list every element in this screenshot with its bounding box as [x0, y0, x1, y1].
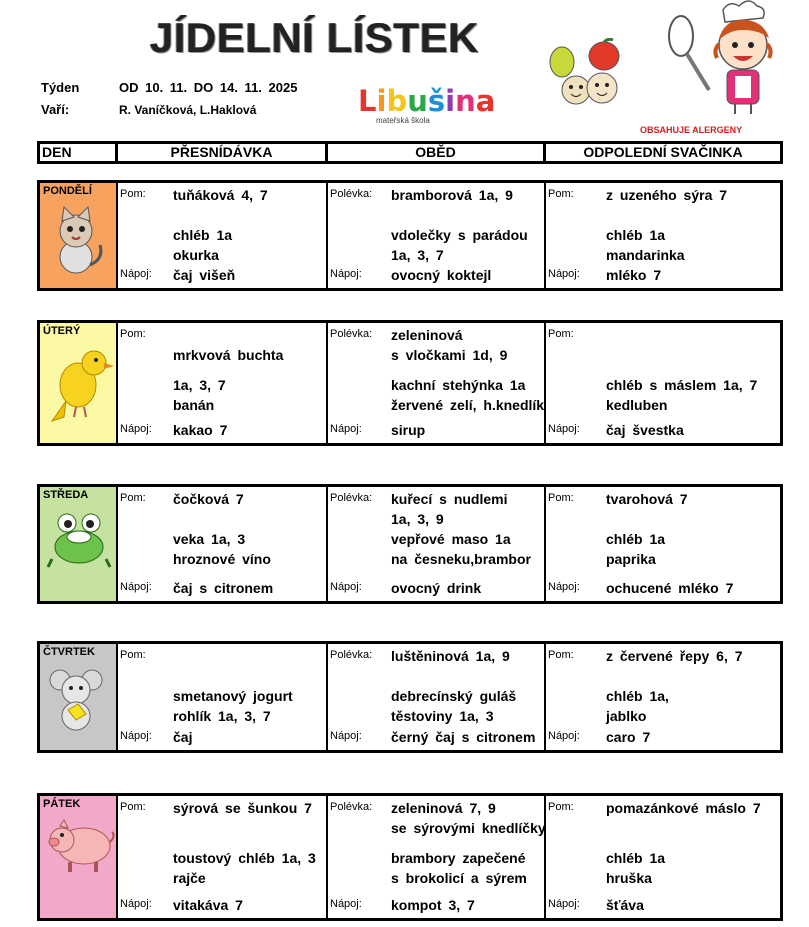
- day-name: PÁTEK: [43, 798, 81, 810]
- col-header-den: DEN: [40, 144, 118, 161]
- brand-letter: i: [445, 84, 456, 118]
- food-item: kuřecí s nudlemi: [391, 491, 508, 507]
- food-item: brambory zapečené: [391, 850, 526, 866]
- food-item: bramborová 1a, 9: [391, 187, 513, 203]
- pom-label: Pom:: [120, 649, 146, 661]
- food-item: mandarinka: [606, 247, 685, 263]
- polevka-label: Polévka:: [330, 801, 373, 813]
- day-block: [37, 641, 783, 753]
- food-item: s brokolicí a sýrem: [391, 870, 527, 886]
- food-item: rohlík 1a, 3, 7: [173, 708, 271, 724]
- pom-label: Pom:: [120, 801, 146, 813]
- drink-item: čaj švestka: [606, 422, 684, 438]
- menu-cell-lunch: [328, 487, 546, 601]
- food-item: mrkvová buchta: [173, 347, 284, 363]
- menu-cell-lunch: [328, 644, 546, 750]
- food-item: vepřové maso 1a: [391, 531, 511, 547]
- day-block: [37, 320, 783, 446]
- col-header-lunch: OBĚD: [328, 144, 546, 161]
- col-header-snack-am: PŘESNÍDÁVKA: [118, 144, 328, 161]
- food-item: rajče: [173, 870, 206, 886]
- menu-cell-lunch: [328, 183, 546, 288]
- day-block: [37, 793, 783, 921]
- pom-label: Pom:: [548, 492, 574, 504]
- day-cell: [40, 644, 118, 750]
- brand-subtitle: mateřská škola: [376, 116, 430, 125]
- brand-letter: b: [386, 84, 408, 118]
- day-block: [37, 180, 783, 291]
- brand-letter: a: [475, 84, 496, 118]
- menu-cell-lunch: [328, 323, 546, 443]
- drink-item: čaj s citronem: [173, 580, 274, 596]
- brand-letter: i: [376, 84, 387, 118]
- food-item: jablko: [606, 708, 647, 724]
- menu-cell-snack-pm: [546, 644, 780, 750]
- brand-logo: [358, 84, 495, 118]
- fruit-characters-icon: [540, 38, 630, 110]
- day-block: [37, 484, 783, 604]
- napoj-label: Nápoj:: [120, 730, 152, 742]
- food-item: z uzeného sýra 7: [606, 187, 728, 203]
- menu-cell-snack-am: [118, 183, 328, 288]
- food-item: okurka: [173, 247, 219, 263]
- food-item: zeleninová: [391, 327, 463, 343]
- drink-item: kompot 3, 7: [391, 897, 475, 913]
- drink-item: caro 7: [606, 729, 651, 745]
- menu-cell-snack-pm: [546, 796, 780, 918]
- food-item: 1a, 3, 7: [173, 377, 226, 393]
- drink-item: vitakáva 7: [173, 897, 243, 913]
- polevka-label: Polévka:: [330, 328, 373, 340]
- drink-item: kakao 7: [173, 422, 228, 438]
- food-item: chléb 1a,: [606, 688, 669, 704]
- food-item: tvarohová 7: [606, 491, 688, 507]
- food-item: 1a, 3, 7: [391, 247, 444, 263]
- day-cell: [40, 323, 118, 443]
- day-cell: [40, 796, 118, 918]
- food-item: chléb 1a: [606, 227, 666, 243]
- week-label: Týden: [41, 80, 80, 95]
- napoj-label: Nápoj:: [120, 581, 152, 593]
- napoj-label: Nápoj:: [330, 730, 362, 742]
- napoj-label: Nápoj:: [330, 268, 362, 280]
- napoj-label: Nápoj:: [548, 581, 580, 593]
- day-name: STŘEDA: [43, 489, 89, 501]
- pom-label: Pom:: [548, 188, 574, 200]
- napoj-label: Nápoj:: [548, 730, 580, 742]
- food-item: pomazánkové máslo 7: [606, 800, 761, 816]
- canary-icon: [46, 345, 116, 429]
- food-item: smetanový jogurt: [173, 688, 293, 704]
- food-item: chléb 1a: [606, 850, 666, 866]
- food-item: těstoviny 1a, 3: [391, 708, 494, 724]
- food-item: žervené zelí, h.knedlík: [391, 397, 545, 413]
- day-name: PONDĚLÍ: [43, 185, 92, 197]
- pom-label: Pom:: [548, 801, 574, 813]
- food-item: čočková 7: [173, 491, 244, 507]
- napoj-label: Nápoj:: [548, 898, 580, 910]
- pom-label: Pom:: [548, 328, 574, 340]
- food-item: kachní stehýnka 1a: [391, 377, 526, 393]
- drink-item: ovocný drink: [391, 580, 482, 596]
- napoj-label: Nápoj:: [330, 423, 362, 435]
- menu-cell-snack-pm: [546, 323, 780, 443]
- food-item: se sýrovými knedlíčky: [391, 820, 546, 836]
- page-title: JÍDELNÍ LÍSTEK: [150, 14, 480, 61]
- polevka-label: Polévka:: [330, 649, 373, 661]
- day-name: ÚTERÝ: [43, 325, 81, 337]
- menu-cell-lunch: [328, 796, 546, 918]
- napoj-label: Nápoj:: [548, 423, 580, 435]
- drink-item: čaj višeň: [173, 267, 236, 283]
- food-item: z červené řepy 6, 7: [606, 648, 743, 664]
- food-item: zeleninová 7, 9: [391, 800, 496, 816]
- col-header-snack-pm: ODPOLEDNÍ SVAČINKA: [583, 144, 743, 160]
- mouse-icon: [46, 666, 108, 740]
- brand-letter: L: [358, 84, 377, 118]
- column-header-row: [37, 141, 783, 164]
- day-cell: [40, 487, 118, 601]
- food-item: tuňáková 4, 7: [173, 187, 268, 203]
- drink-item: čaj: [173, 729, 193, 745]
- polevka-label: Polévka:: [330, 188, 373, 200]
- pom-label: Pom:: [548, 649, 574, 661]
- pig-icon: [46, 818, 116, 878]
- allergen-note: OBSAHUJE ALERGENY: [640, 125, 743, 135]
- food-item: chléb 1a: [606, 531, 666, 547]
- napoj-label: Nápoj:: [120, 423, 152, 435]
- menu-cell-snack-am: [118, 644, 328, 750]
- food-item: paprika: [606, 551, 656, 567]
- menu-cell-snack-pm: [546, 487, 780, 601]
- brand-letter: š: [427, 84, 446, 118]
- cooks-value: R. Vaníčková, L.Haklová: [119, 103, 257, 117]
- food-item: luštěninová 1a, 9: [391, 648, 510, 664]
- food-item: kedluben: [606, 397, 668, 413]
- polevka-label: Polévka:: [330, 492, 373, 504]
- day-name: ČTVRTEK: [43, 646, 95, 658]
- food-item: debrecínský guláš: [391, 688, 517, 704]
- cooks-label: Vaří:: [41, 102, 70, 117]
- brand-letter: u: [407, 84, 428, 118]
- menu-cell-snack-am: [118, 323, 328, 443]
- week-value: OD 10. 11. DO 14. 11. 2025: [119, 80, 298, 95]
- menu-cell-snack-am: [118, 487, 328, 601]
- frog-icon: [46, 509, 112, 573]
- food-item: s vločkami 1d, 9: [391, 347, 508, 363]
- chef-girl-icon: [665, 0, 775, 115]
- food-item: na česneku,brambor: [391, 551, 531, 567]
- napoj-label: Nápoj:: [330, 898, 362, 910]
- pom-label: Pom:: [120, 328, 146, 340]
- day-cell: [40, 183, 118, 288]
- food-item: vdolečky s parádou: [391, 227, 528, 243]
- drink-item: černý čaj s citronem: [391, 729, 536, 745]
- food-item: chléb s máslem 1a, 7: [606, 377, 758, 393]
- napoj-label: Nápoj:: [548, 268, 580, 280]
- pom-label: Pom:: [120, 492, 146, 504]
- drink-item: sirup: [391, 422, 426, 438]
- food-item: 1a, 3, 9: [391, 511, 444, 527]
- food-item: banán: [173, 397, 215, 413]
- food-item: hruška: [606, 870, 652, 886]
- napoj-label: Nápoj:: [330, 581, 362, 593]
- menu-cell-snack-am: [118, 796, 328, 918]
- menu-cell-snack-pm: [546, 183, 780, 288]
- food-item: hroznové víno: [173, 551, 271, 567]
- food-item: chléb 1a: [173, 227, 233, 243]
- drink-item: šťáva: [606, 897, 644, 913]
- drink-item: ochucené mléko 7: [606, 580, 734, 596]
- napoj-label: Nápoj:: [120, 898, 152, 910]
- napoj-label: Nápoj:: [120, 268, 152, 280]
- drink-item: ovocný koktejl: [391, 267, 492, 283]
- food-item: toustový chléb 1a, 3: [173, 850, 316, 866]
- food-item: veka 1a, 3: [173, 531, 246, 547]
- drink-item: mléko 7: [606, 267, 662, 283]
- brand-letter: n: [455, 84, 476, 118]
- food-item: sýrová se šunkou 7: [173, 800, 312, 816]
- cat-icon: [46, 205, 106, 279]
- pom-label: Pom:: [120, 188, 146, 200]
